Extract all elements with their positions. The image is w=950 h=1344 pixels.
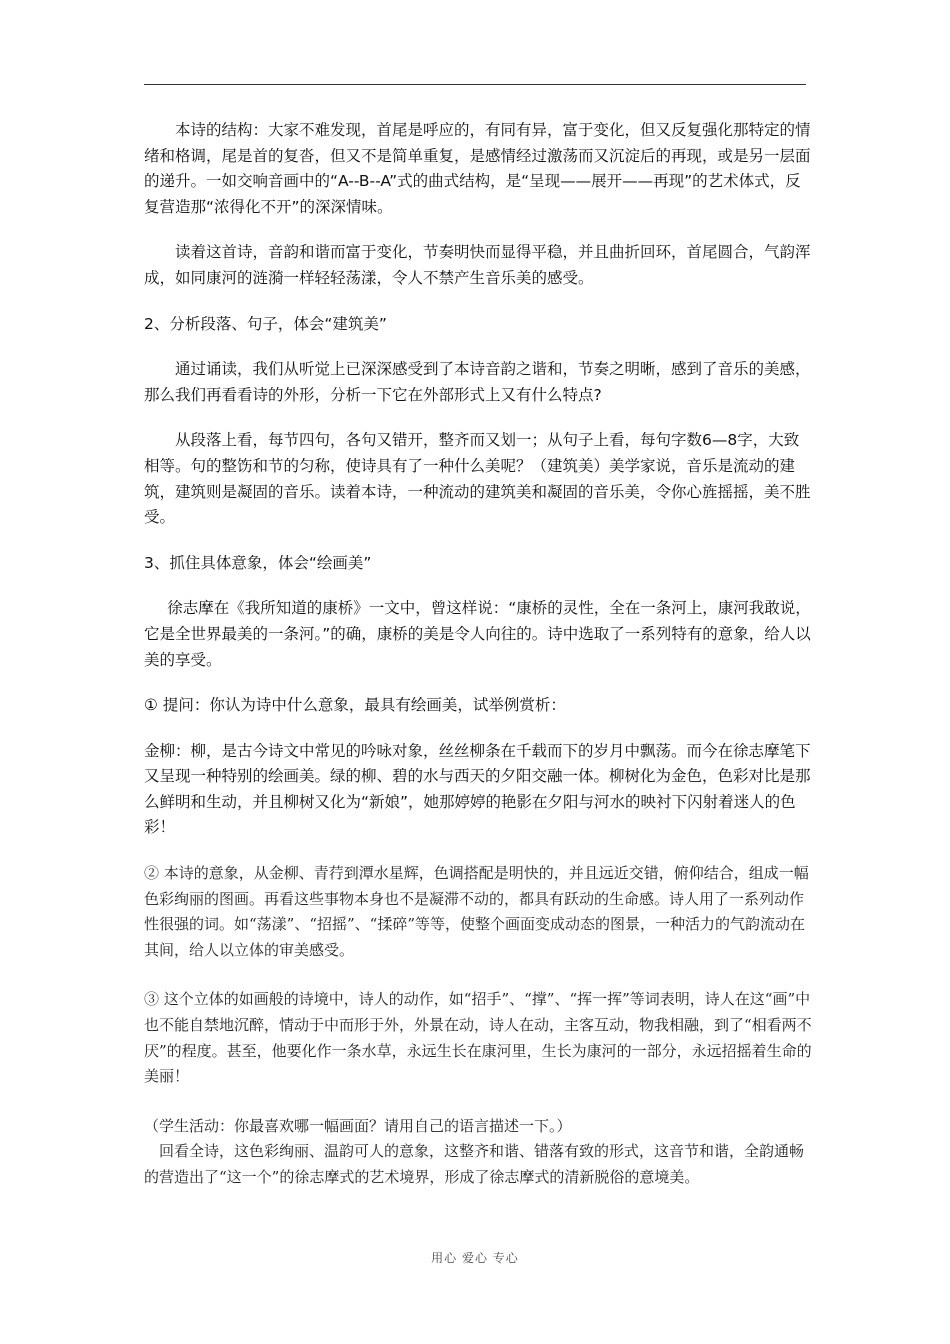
page-footer: 用心 爱心 专心: [431, 1251, 519, 1265]
section-heading-painting: 3、抓住具体意象，体会“绘画美”: [144, 553, 372, 572]
student-activity: （学生活动：你最喜欢哪一幅画面？请用自己的语言描述一下。）: [144, 1116, 572, 1135]
paragraph-music-beauty: 读着这首诗，音韵和谐而富于变化，节奏明快而显得平稳，并且曲折回环，首尾圆合，气韵浑成，如同康河的涟漪一样轻轻荡漾，令人不禁产生音乐美的感受。: [144, 243, 811, 287]
header-rule: [144, 84, 806, 85]
paragraph-conclusion: 回看全诗，这色彩绚丽、温韵可人的意象，这整齐和谐、错落有致的形式，这音节和谐，全韵通畅的营造出了“这一个”的徐志摩式的艺术境界，形成了徐志摩式的清新脱俗的意境美。: [144, 1142, 805, 1186]
document-body: [144, 118, 812, 1191]
question-prompt: ① 提问：你认为诗中什么意象，最具有绘画美，试举例赏析：: [144, 696, 566, 715]
section-heading-architecture: 2、分析段落、句子，体会“建筑美”: [144, 314, 387, 333]
paragraph-architecture-beauty: 从段落上看，每节四句，各句又错开，整齐而又划一；从句子上看，每句字数6—8字，大致相等。句的整饬和节的匀称，使诗具有了一种什么美呢？（建筑美）美学家说，音乐是流动的建筑，建筑则是凝固的音乐。读着本诗，一种流动的建筑美和凝固的音乐美，令你心旌摇摇，美不胜受。: [144, 431, 811, 527]
paragraph-golden-willow: 金柳：柳，是古今诗文中常见的吟咏对象，丝丝柳条在千载而下的岁月中飘荡。而今在徐志摩笔下又呈现一种特别的绘画美。绿的柳、碧的水与西天的夕阳交融一体。柳树化为金色，色彩对比是那么鲜明和生动，并且柳树又化为“新娘”，她那婷婷的艳影在夕阳与河水的映衬下闪射着迷人的色彩！: [144, 741, 811, 837]
paragraph-kangqiao: 徐志摩在《我所知道的康桥》一文中，曾这样说：“康桥的灵性，全在一条河上，康河我敢说，它是全世界最美的一条河。”的确，康桥的美是令人向往的。诗中选取了一系列特有的意象，给人以美的享受。: [144, 599, 811, 669]
paragraph-structure: 本诗的结构：大家不难发现，首尾是呼应的，有同有异，富于变化，但又反复强化那特定的情绪和格调，尾是首的复沓，但又不是简单重复，是感情经过激荡而又沉淀后的再现，或是另一层面的递升。一如交响音画中的“A--B--A”式的曲式结构，是“呈现——展开——再现”的艺术体式，反复营造那“浓得化不开”的深深情味。: [144, 121, 811, 216]
paragraph-poet-action: ③ 这个立体的如画般的诗境中，诗人的动作，如“招手”、“撑”、“挥一挥”等词表明，诗人在这“画”中也不能自禁地沉醉，情动于中而形于外，外景在动，诗人在动，主客互动，物我相融，到了“相看两不厌”的程度。甚至，他要化作一条水草，永远生长在康河里，生长为康河的一部分，永远招摇着生命的美丽！: [144, 990, 812, 1086]
paragraph-reading: 通过诵读，我们从听觉上已深深感受到了本诗音韵之谐和，节奏之明晰，感到了音乐的美感，那么我们再看看诗的外形，分析一下它在外部形式上又有什么特点?: [144, 360, 811, 404]
paragraph-imagery: ② 本诗的意象，从金柳、青荇到潭水星辉，色调搭配是明快的，并且远近交错，俯仰结合，组成一幅色彩绚丽的图画。再看这些事物本身也不是凝滞不动的，都具有跃动的生命感。诗人用了一系列动作性很强的词。如“荡漾”、“招摇”、“揉碎”等等，使整个画面变成动态的图景，一种活力的气韵流动在其间，给人以立体的审美感受。: [144, 864, 809, 959]
